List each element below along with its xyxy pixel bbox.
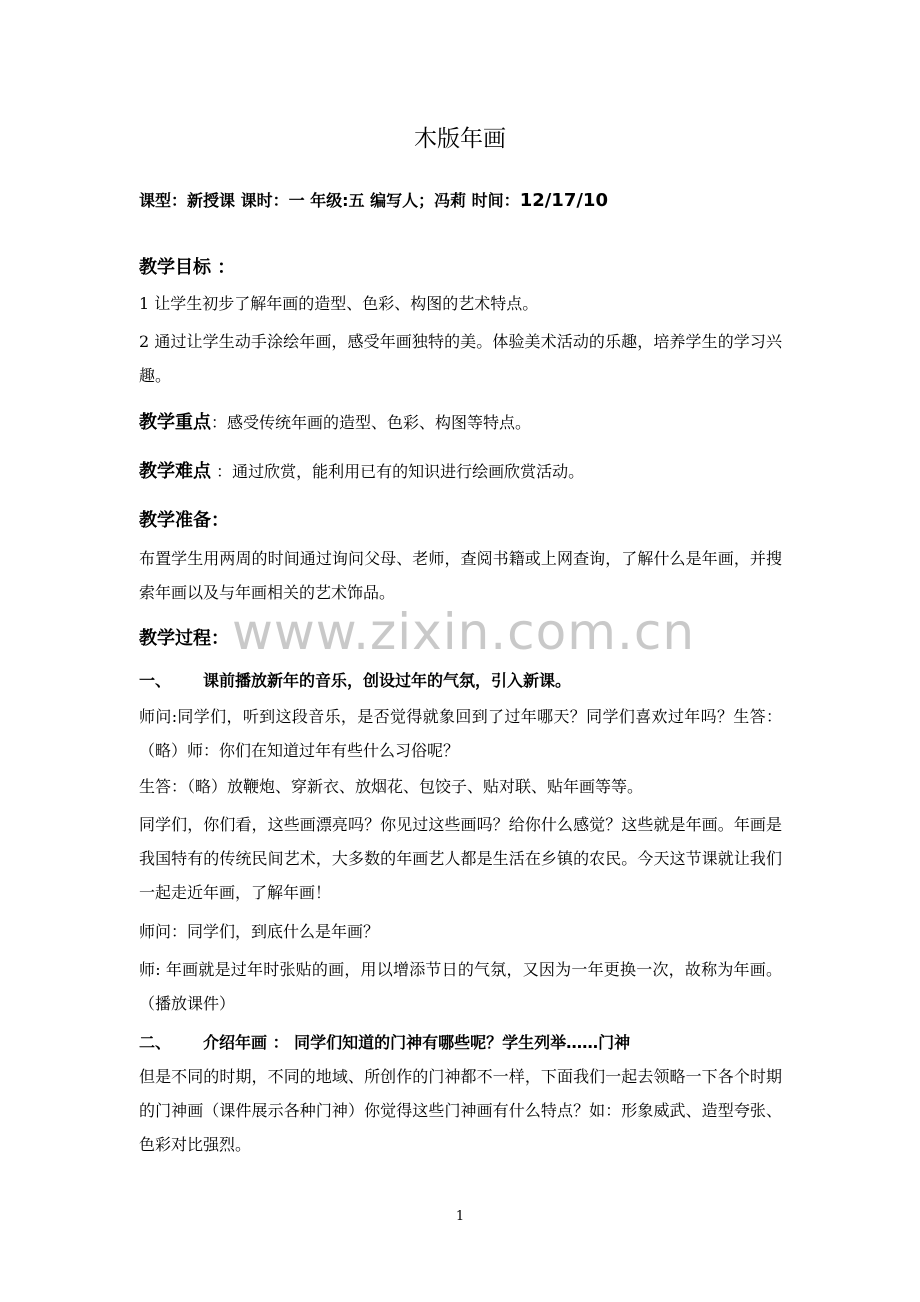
difficulty-text: ：通过欣赏，能利用已有的知识进行绘画欣赏活动。 — [211, 462, 585, 481]
process-paragraph-4: 师问：同学们，到底什么是年画？ — [139, 922, 380, 941]
section-2-heading — [139, 1030, 782, 1053]
page-number: 1 — [455, 1209, 465, 1224]
goal-item-2: 2 通过让学生动手涂绘年画，感受年画独特的美。体验美术活动的乐趣，培养学生的学习兴趣。 — [139, 332, 782, 385]
section-1-number: 一、 — [139, 671, 172, 690]
process-paragraph-1: 师问:同学们，听到这段音乐，是否觉得就象回到了过年哪天？同学们喜欢过年吗？生答：（略）师：你们在知道过年有些什么习俗呢？ — [139, 707, 782, 760]
preparation-heading: 教学准备： — [139, 510, 229, 531]
section-2-title: 介绍年画 ： 同学们知道的门神有哪些呢？学生列举……门神 — [203, 1033, 631, 1052]
process-paragraph-2: 生答：（略）放鞭炮、穿新衣、放烟花、包饺子、贴对联、贴年画等等。 — [139, 777, 644, 796]
lesson-meta — [139, 188, 782, 211]
document-title: 木版年画 — [414, 126, 506, 152]
focus-line — [139, 408, 782, 434]
difficulty-line — [139, 457, 782, 483]
process-paragraph-5: 师: 年画就是过年时张贴的画，用以增添节日的气氛，又因为一年更换一次，故称为年画。（播放课件） — [139, 960, 782, 1013]
section-1-title: 课前播放新年的音乐，创设过年的气氛，引入新课。 — [203, 671, 572, 690]
difficulty-label: 教学难点 — [139, 461, 211, 482]
watermark: www.zixin.com.cn — [232, 603, 696, 661]
lesson-date: 12/17/10 — [519, 190, 608, 211]
goal-item-1: 1 让学生初步了解年画的造型、色彩、构图的艺术特点。 — [139, 294, 539, 313]
section-2-number: 二、 — [139, 1033, 172, 1052]
focus-label: 教学重点 — [139, 412, 211, 433]
section-1-heading — [139, 668, 782, 691]
goals-heading: 教学目标 ： — [139, 257, 236, 278]
preparation-text: 布置学生用两周的时间通过询问父母、老师，查阅书籍或上网查询，了解什么是年画，并搜索年画以及与年画相关的艺术饰品。 — [139, 549, 782, 602]
focus-text: ：感受传统年画的造型、色彩、构图等特点。 — [211, 413, 532, 432]
process-heading: 教学过程： — [139, 628, 229, 649]
process-paragraph-6: 但是不同的时期，不同的地域、所创作的门神都不一样，下面我们一起去领略一下各个时期的门神画（课件展示各种门神）你觉得这些门神画有什么特点？如：形象威武、造型夸张、色彩对比强烈。 — [139, 1067, 782, 1154]
process-paragraph-3: 同学们，你们看，这些画漂亮吗？你见过这些画吗？给你什么感觉？这些就是年画。年画是我国特有的传统民间艺术，大多数的年画艺人都是生活在乡镇的农民。今天这节课就让我们一起走近年画，了解年画！ — [139, 815, 782, 902]
lesson-meta-text: 课型：新授课 课时：一 年级:五 编写人；冯莉 时间： — [139, 191, 520, 210]
